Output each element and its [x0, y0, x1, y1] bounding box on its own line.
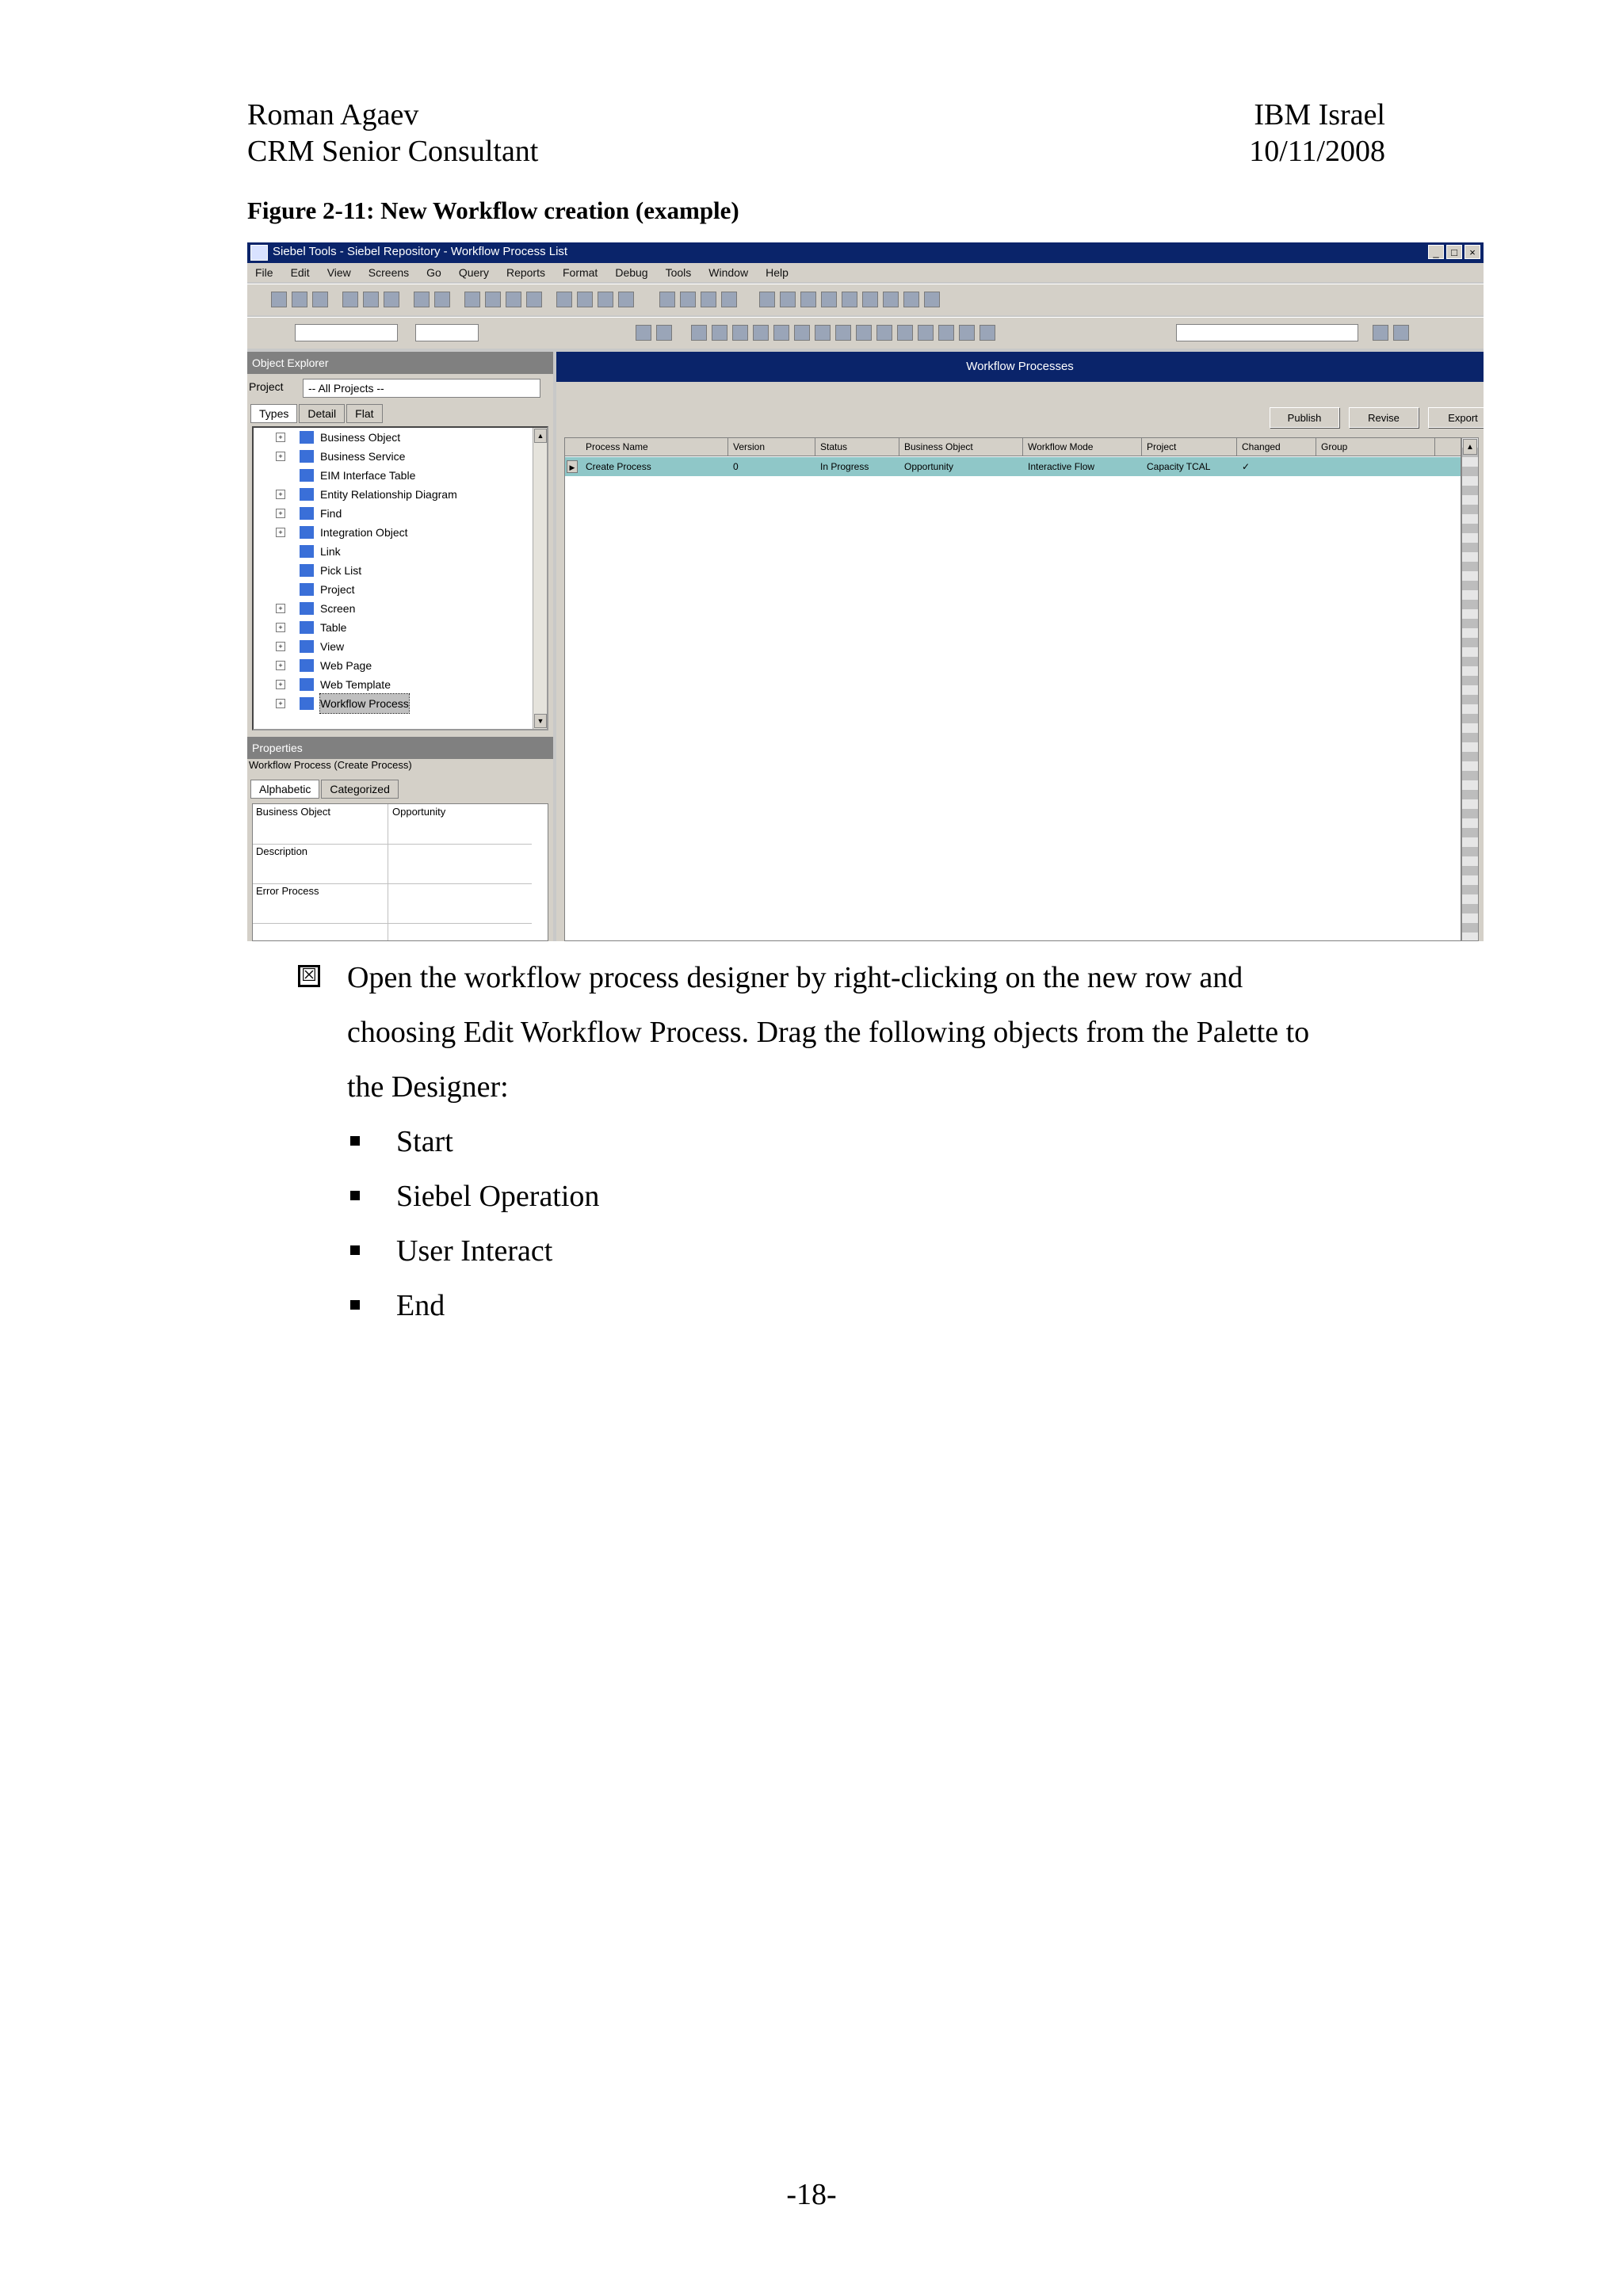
table-row[interactable]: ▶ Create Process 0 In Progress Opportunity Interactive Flow Capacity TCAL ✓: [565, 457, 1461, 476]
align-right-icon[interactable]: [918, 325, 934, 341]
tree-item-eim-interface-table[interactable]: EIM Interface Table: [254, 466, 515, 485]
size-select[interactable]: [415, 324, 479, 341]
grid-icon[interactable]: [959, 325, 975, 341]
properties-tabs: [250, 780, 400, 799]
check-in-icon[interactable]: [721, 292, 737, 307]
text-field-icon[interactable]: [732, 325, 748, 341]
bullet-icon: [350, 1300, 360, 1310]
align-center-icon[interactable]: [897, 325, 913, 341]
close-button[interactable]: ×: [1465, 245, 1480, 259]
step-over-icon[interactable]: [862, 292, 878, 307]
pause-icon[interactable]: [800, 292, 816, 307]
menu-tools[interactable]: Tools: [665, 266, 692, 279]
next-record-icon[interactable]: [506, 292, 521, 307]
main-toolbar: [247, 284, 1484, 315]
list-item: User Interact: [347, 1224, 1423, 1279]
menu-view[interactable]: View: [327, 266, 351, 279]
tree-item-entity-relationship-diagram[interactable]: + Entity Relationship Diagram: [254, 485, 515, 504]
menu-screens[interactable]: Screens: [368, 266, 410, 279]
undo-icon[interactable]: [414, 292, 430, 307]
bullet-icon: [350, 1245, 360, 1255]
property-row[interactable]: Error Process: [253, 883, 532, 924]
save-icon[interactable]: [292, 292, 307, 307]
stop-icon[interactable]: [821, 292, 837, 307]
tab-flat[interactable]: Flat: [346, 404, 382, 423]
refine-query-icon[interactable]: [618, 292, 634, 307]
print-icon[interactable]: [636, 325, 651, 341]
back-icon[interactable]: [659, 292, 675, 307]
object-tree: [252, 426, 548, 730]
paragraph-line: choosing Edit Workflow Process. Drag the following objects from the Palette to: [347, 1016, 1310, 1049]
revise-button[interactable]: Revise: [1349, 407, 1419, 428]
redo-icon[interactable]: [434, 292, 450, 307]
tab-types[interactable]: Types: [250, 404, 297, 423]
arrow-right-icon[interactable]: [1393, 325, 1409, 341]
checkbox-control-icon[interactable]: [753, 325, 769, 341]
start-icon[interactable]: [780, 292, 796, 307]
paste-icon[interactable]: [384, 292, 399, 307]
object-icon: [300, 659, 314, 672]
tree-item-web-template[interactable]: + Web Template: [254, 675, 515, 694]
palette-object-list: [347, 1115, 1423, 1333]
tree-item-integration-object[interactable]: + Integration Object: [254, 523, 515, 542]
menu-file[interactable]: File: [255, 266, 273, 279]
object-explorer-title: Object Explorer: [247, 352, 553, 374]
last-record-icon[interactable]: [526, 292, 542, 307]
image-icon[interactable]: [835, 325, 851, 341]
window-titlebar: [247, 242, 1484, 263]
list-item: Siebel Operation: [347, 1169, 1423, 1224]
tree-scrollbar[interactable]: [533, 428, 547, 729]
object-icon: [300, 564, 314, 577]
properties-title: Properties: [247, 737, 553, 759]
list-title: Workflow Processes: [556, 352, 1484, 382]
execute-query-icon[interactable]: [577, 292, 593, 307]
figure-caption: Figure 2-11: New Workflow creation (example): [247, 196, 739, 224]
tab-alphabetic[interactable]: Alphabetic: [250, 780, 319, 799]
first-record-icon[interactable]: [464, 292, 480, 307]
row-indicator-icon: ▶: [567, 460, 578, 473]
properties-subtitle: Workflow Process (Create Process): [249, 759, 412, 771]
object-explorer-tabs: [250, 404, 384, 423]
bullet-icon: [350, 1136, 360, 1146]
menu-go[interactable]: Go: [426, 266, 441, 279]
object-icon: [300, 507, 314, 520]
cut-icon[interactable]: [342, 292, 358, 307]
workflow-list: [564, 437, 1461, 941]
column-header[interactable]: Workflow Mode: [1023, 438, 1142, 456]
paragraph-line: the Designer:: [347, 1070, 509, 1104]
step-out-icon[interactable]: [883, 292, 899, 307]
column-header[interactable]: Business Object: [899, 438, 1023, 456]
maximize-button[interactable]: □: [1446, 245, 1462, 259]
query-icon[interactable]: [556, 292, 572, 307]
menu-reports[interactable]: Reports: [506, 266, 545, 279]
list-scrollbar[interactable]: [1461, 437, 1479, 941]
project-label: Project: [249, 380, 284, 393]
bring-front-icon[interactable]: [980, 325, 995, 341]
compile-icon[interactable]: [701, 292, 716, 307]
menu-format[interactable]: Format: [562, 266, 598, 279]
checkbox-icon: ☒: [298, 965, 320, 987]
tab-categorized[interactable]: Categorized: [321, 780, 399, 799]
tree-item-link[interactable]: Link: [254, 542, 515, 561]
app-icon: [250, 245, 268, 261]
tree-item-web-page[interactable]: + Web Page: [254, 656, 515, 675]
menu-window[interactable]: Window: [708, 266, 749, 279]
page-number: -18-: [786, 2178, 837, 2211]
column-header[interactable]: Project: [1142, 438, 1237, 456]
list-header: [565, 438, 1461, 456]
paragraph-line: Open the workflow process designer by right-clicking on the new row and: [347, 961, 1243, 994]
scroll-up-icon[interactable]: ▲: [1463, 439, 1477, 455]
line-icon[interactable]: [856, 325, 872, 341]
document-date: 10/11/2008: [1249, 135, 1385, 168]
left-pane: [247, 352, 553, 941]
step-into-icon[interactable]: [842, 292, 857, 307]
object-icon: [300, 469, 314, 482]
list-item: End: [347, 1279, 1423, 1333]
object-icon: [300, 678, 314, 691]
zoom-select[interactable]: [1176, 324, 1358, 341]
object-icon: [300, 583, 314, 596]
watch-icon[interactable]: [903, 292, 919, 307]
header-left: [247, 97, 538, 170]
pointer-icon[interactable]: [691, 325, 707, 341]
debug-icon[interactable]: [759, 292, 775, 307]
tree-item-table[interactable]: + Table: [254, 618, 515, 637]
property-row[interactable]: Description: [253, 844, 532, 884]
copy-icon[interactable]: [363, 292, 379, 307]
tree-item-pick-list[interactable]: Pick List: [254, 561, 515, 580]
tree-item-project[interactable]: Project: [254, 580, 515, 599]
properties-grid: [252, 803, 548, 941]
property-row[interactable]: Business Object Opportunity: [253, 804, 532, 845]
workflow-icon: [300, 697, 314, 710]
arrow-left-icon[interactable]: [1373, 325, 1388, 341]
tree-item-business-object[interactable]: + Business Object: [254, 428, 515, 447]
list-item: Start: [347, 1115, 1423, 1169]
preview-icon[interactable]: [656, 325, 672, 341]
object-icon: [300, 621, 314, 634]
header-right: [1249, 97, 1385, 170]
menu-query[interactable]: Query: [458, 266, 489, 279]
column-header[interactable]: Process Name: [581, 438, 728, 456]
publish-button[interactable]: Publish: [1270, 407, 1339, 428]
sort-icon[interactable]: [598, 292, 613, 307]
object-icon: [300, 431, 314, 444]
author-role: CRM Senior Consultant: [247, 135, 539, 168]
company-name: IBM Israel: [1254, 98, 1385, 132]
label-icon[interactable]: [712, 325, 727, 341]
save-all-icon[interactable]: [312, 292, 328, 307]
breakpoint-icon[interactable]: [924, 292, 940, 307]
column-header[interactable]: Status: [815, 438, 899, 456]
object-icon: [300, 640, 314, 653]
menu-debug[interactable]: Debug: [615, 266, 648, 279]
object-icon: [300, 545, 314, 558]
object-icon: [300, 450, 314, 463]
menu-help[interactable]: Help: [766, 266, 789, 279]
same-size-icon[interactable]: [938, 325, 954, 341]
tree-item-workflow-process[interactable]: + Workflow Process: [254, 694, 515, 713]
figure-screenshot: [247, 242, 1484, 941]
tree-item-view[interactable]: + View: [254, 637, 515, 656]
tree-item-screen[interactable]: + Screen: [254, 599, 515, 618]
project-select[interactable]: -- All Projects --: [303, 379, 540, 398]
export-button[interactable]: Export: [1428, 407, 1484, 428]
right-pane: [556, 352, 1484, 941]
button-control-icon[interactable]: [815, 325, 831, 341]
bullet-icon: [350, 1191, 360, 1200]
format-toolbar: [247, 317, 1484, 349]
scroll-up-icon[interactable]: ▲: [534, 429, 547, 443]
combobox-icon[interactable]: [773, 325, 789, 341]
list-control-icon[interactable]: [794, 325, 810, 341]
object-icon: [300, 488, 314, 501]
previous-record-icon[interactable]: [485, 292, 501, 307]
tab-detail[interactable]: Detail: [299, 404, 345, 423]
changed-checkmark: ✓: [1242, 461, 1251, 472]
align-left-icon[interactable]: [876, 325, 892, 341]
object-icon: [300, 602, 314, 615]
menu-bar: [247, 263, 1484, 282]
menu-edit[interactable]: Edit: [290, 266, 310, 279]
instruction-paragraph: [298, 951, 1423, 1115]
minimize-button[interactable]: _: [1428, 245, 1444, 259]
window-title: Siebel Tools - Siebel Repository - Workflow Process List: [273, 245, 568, 258]
new-icon[interactable]: [271, 292, 287, 307]
column-header[interactable]: Version: [728, 438, 815, 456]
column-header[interactable]: Group: [1316, 438, 1435, 456]
font-select[interactable]: [295, 324, 398, 341]
scroll-down-icon[interactable]: ▼: [534, 714, 547, 728]
instructions: [298, 951, 1423, 1333]
object-icon: [300, 526, 314, 539]
forward-icon[interactable]: [680, 292, 696, 307]
tree-item-find[interactable]: + Find: [254, 504, 515, 523]
tree-item-business-service[interactable]: + Business Service: [254, 447, 515, 466]
author-name: Roman Agaev: [247, 98, 419, 132]
column-header[interactable]: Changed: [1237, 438, 1316, 456]
